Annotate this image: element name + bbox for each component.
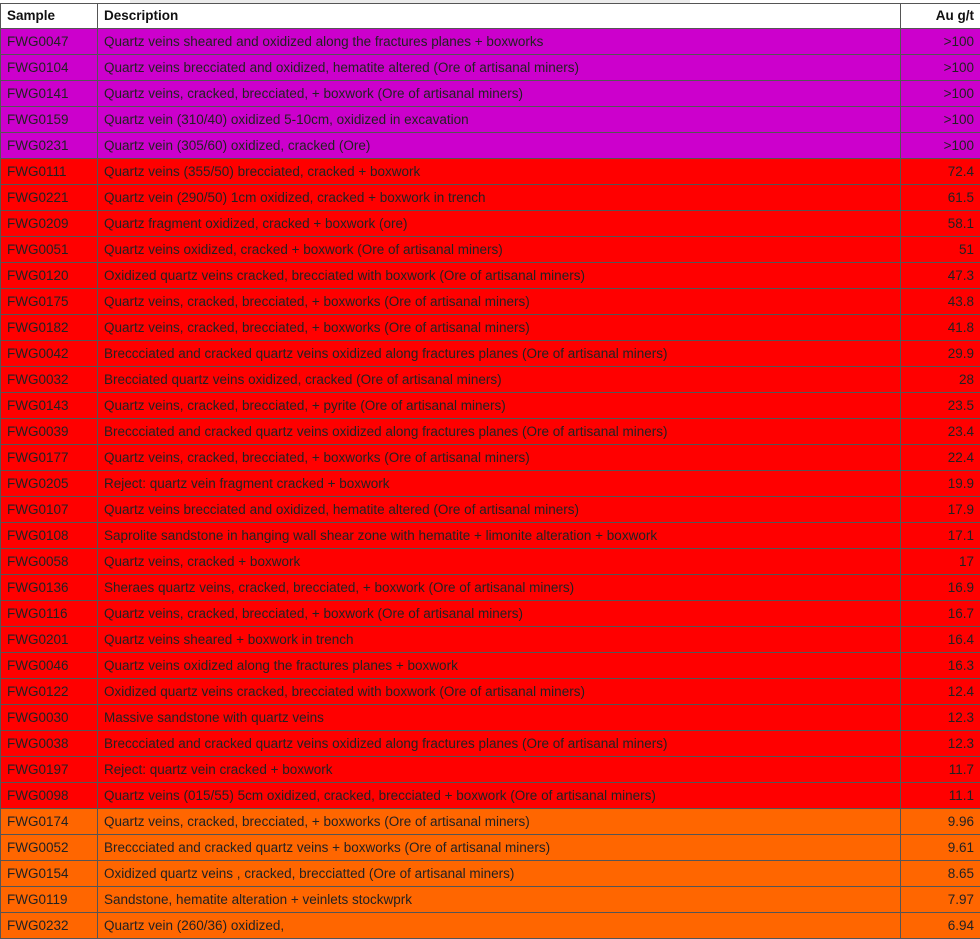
description-cell: Quartz vein (310/40) oxidized 5-10cm, oxidized in excavation <box>98 107 901 133</box>
grade-cell: 17.1 <box>901 523 980 549</box>
description-cell: Quartz veins, cracked, brecciated, + boxworks (Ore of artisanal miners) <box>98 315 901 341</box>
grade-cell: >100 <box>901 29 980 55</box>
grade-cell: 23.5 <box>901 393 980 419</box>
table-row <box>1 211 980 237</box>
description-cell: Quartz veins, cracked, brecciated, + boxworks (Ore of artisanal miners) <box>98 809 901 835</box>
grade-cell: 7.97 <box>901 887 980 913</box>
grade-cell: >100 <box>901 81 980 107</box>
table-row <box>1 497 980 523</box>
description-cell: Quartz veins, cracked, brecciated, + boxwork (Ore of artisanal miners) <box>98 601 901 627</box>
sample-cell: FWG0209 <box>1 211 98 237</box>
description-cell: Oxidized quartz veins cracked, brecciated with boxwork (Ore of artisanal miners) <box>98 679 901 705</box>
table-row <box>1 679 980 705</box>
description-cell: Breccciated and cracked quartz veins + boxworks (Ore of artisanal miners) <box>98 835 901 861</box>
table-row <box>1 185 980 211</box>
table-row <box>1 445 980 471</box>
description-cell: Sheraes quartz veins, cracked, brecciated, + boxwork (Ore of artisanal miners) <box>98 575 901 601</box>
grade-cell: 11.1 <box>901 783 980 809</box>
assay-results-table <box>0 3 980 939</box>
grade-cell: 47.3 <box>901 263 980 289</box>
grade-cell: 17 <box>901 549 980 575</box>
grade-cell: 17.9 <box>901 497 980 523</box>
grade-cell: 12.4 <box>901 679 980 705</box>
table-row <box>1 731 980 757</box>
header-au-grade: Au g/t <box>901 4 980 29</box>
sample-cell: FWG0122 <box>1 679 98 705</box>
table-header <box>1 4 980 29</box>
sample-cell: FWG0120 <box>1 263 98 289</box>
sample-cell: FWG0052 <box>1 835 98 861</box>
sample-cell: FWG0047 <box>1 29 98 55</box>
header-row <box>1 4 980 29</box>
table-row <box>1 653 980 679</box>
sample-cell: FWG0098 <box>1 783 98 809</box>
description-cell: Quartz veins (355/50) brecciated, cracked + boxwork <box>98 159 901 185</box>
description-cell: Quartz veins, cracked, brecciated, + boxworks (Ore of artisanal miners) <box>98 289 901 315</box>
table-row <box>1 107 980 133</box>
grade-cell: 16.3 <box>901 653 980 679</box>
sample-cell: FWG0032 <box>1 367 98 393</box>
sample-cell: FWG0104 <box>1 55 98 81</box>
description-cell: Oxidized quartz veins cracked, brecciated with boxwork (Ore of artisanal miners) <box>98 263 901 289</box>
description-cell: Quartz fragment oxidized, cracked + boxwork (ore) <box>98 211 901 237</box>
grade-cell: 58.1 <box>901 211 980 237</box>
sample-cell: FWG0039 <box>1 419 98 445</box>
description-cell: Saprolite sandstone in hanging wall shear zone with hematite + limonite alteration + boxwork <box>98 523 901 549</box>
grade-cell: 29.9 <box>901 341 980 367</box>
table-row <box>1 55 980 81</box>
grade-cell: 43.8 <box>901 289 980 315</box>
table-row <box>1 367 980 393</box>
table-row <box>1 757 980 783</box>
table-row <box>1 549 980 575</box>
grade-cell: 22.4 <box>901 445 980 471</box>
sample-cell: FWG0231 <box>1 133 98 159</box>
table-row <box>1 237 980 263</box>
description-cell: Quartz veins sheared and oxidized along the fractures planes + boxworks <box>98 29 901 55</box>
description-cell: Quartz veins, cracked, brecciated, + boxworks (Ore of artisanal miners) <box>98 445 901 471</box>
sample-cell: FWG0182 <box>1 315 98 341</box>
sample-cell: FWG0154 <box>1 861 98 887</box>
table-row <box>1 913 980 939</box>
grade-cell: 51 <box>901 237 980 263</box>
description-cell: Breccciated and cracked quartz veins oxidized along fractures planes (Ore of artisanal miners) <box>98 419 901 445</box>
table-row <box>1 835 980 861</box>
table-row <box>1 523 980 549</box>
sample-cell: FWG0111 <box>1 159 98 185</box>
description-cell: Sandstone, hematite alteration + veinlets stockwprk <box>98 887 901 913</box>
sample-cell: FWG0116 <box>1 601 98 627</box>
description-cell: Breccciated and cracked quartz veins oxidized along fractures planes (Ore of artisanal miners) <box>98 731 901 757</box>
table-row <box>1 809 980 835</box>
grade-cell: 12.3 <box>901 705 980 731</box>
table-row <box>1 783 980 809</box>
description-cell: Quartz veins, cracked, brecciated, + boxwork (Ore of artisanal miners) <box>98 81 901 107</box>
header-sample: Sample <box>1 4 98 29</box>
table-body <box>1 29 980 939</box>
sample-cell: FWG0046 <box>1 653 98 679</box>
table-row <box>1 601 980 627</box>
table-row <box>1 419 980 445</box>
table-row <box>1 289 980 315</box>
sample-cell: FWG0051 <box>1 237 98 263</box>
description-cell: Quartz vein (260/36) oxidized, <box>98 913 901 939</box>
table-row <box>1 705 980 731</box>
grade-cell: 9.96 <box>901 809 980 835</box>
grade-cell: 16.9 <box>901 575 980 601</box>
grade-cell: 11.7 <box>901 757 980 783</box>
table-row <box>1 263 980 289</box>
table-row <box>1 887 980 913</box>
description-cell: Quartz vein (290/50) 1cm oxidized, cracked + boxwork in trench <box>98 185 901 211</box>
grade-cell: 9.61 <box>901 835 980 861</box>
description-cell: Breccciated and cracked quartz veins oxidized along fractures planes (Ore of artisanal miners) <box>98 341 901 367</box>
table-row <box>1 315 980 341</box>
sample-cell: FWG0205 <box>1 471 98 497</box>
sample-cell: FWG0058 <box>1 549 98 575</box>
description-cell: Quartz veins oxidized along the fractures planes + boxwork <box>98 653 901 679</box>
sample-cell: FWG0108 <box>1 523 98 549</box>
table-row <box>1 393 980 419</box>
sample-cell: FWG0136 <box>1 575 98 601</box>
description-cell: Quartz veins, cracked, brecciated, + pyrite (Ore of artisanal miners) <box>98 393 901 419</box>
sample-cell: FWG0042 <box>1 341 98 367</box>
table-row <box>1 29 980 55</box>
description-cell: Quartz veins, cracked + boxwork <box>98 549 901 575</box>
grade-cell: >100 <box>901 133 980 159</box>
description-cell: Quartz veins brecciated and oxidized, hematite altered (Ore of artisanal miners) <box>98 55 901 81</box>
description-cell: Brecciated quartz veins oxidized, cracked (Ore of artisanal miners) <box>98 367 901 393</box>
grade-cell: 16.7 <box>901 601 980 627</box>
description-cell: Quartz vein (305/60) oxidized, cracked (Ore) <box>98 133 901 159</box>
grade-cell: 8.65 <box>901 861 980 887</box>
grade-cell: 16.4 <box>901 627 980 653</box>
grade-cell: 61.5 <box>901 185 980 211</box>
description-cell: Quartz veins sheared + boxwork in trench <box>98 627 901 653</box>
sample-cell: FWG0232 <box>1 913 98 939</box>
sample-cell: FWG0038 <box>1 731 98 757</box>
description-cell: Reject: quartz vein cracked + boxwork <box>98 757 901 783</box>
description-cell: Quartz veins brecciated and oxidized, hematite altered (Ore of artisanal miners) <box>98 497 901 523</box>
table-row <box>1 159 980 185</box>
sample-cell: FWG0201 <box>1 627 98 653</box>
description-cell: Massive sandstone with quartz veins <box>98 705 901 731</box>
sample-cell: FWG0107 <box>1 497 98 523</box>
table-row <box>1 861 980 887</box>
description-cell: Oxidized quartz veins , cracked, brecciatted (Ore of artisanal miners) <box>98 861 901 887</box>
sample-cell: FWG0177 <box>1 445 98 471</box>
grade-cell: 72.4 <box>901 159 980 185</box>
sample-cell: FWG0143 <box>1 393 98 419</box>
grade-cell: 12.3 <box>901 731 980 757</box>
grade-cell: 19.9 <box>901 471 980 497</box>
sample-cell: FWG0175 <box>1 289 98 315</box>
table-row <box>1 471 980 497</box>
table-row <box>1 575 980 601</box>
table-row <box>1 341 980 367</box>
table-row <box>1 81 980 107</box>
sample-cell: FWG0141 <box>1 81 98 107</box>
header-description: Description <box>98 4 901 29</box>
sample-cell: FWG0119 <box>1 887 98 913</box>
sample-cell: FWG0221 <box>1 185 98 211</box>
table-row <box>1 133 980 159</box>
sample-cell: FWG0174 <box>1 809 98 835</box>
grade-cell: >100 <box>901 55 980 81</box>
grade-cell: 41.8 <box>901 315 980 341</box>
grade-cell: >100 <box>901 107 980 133</box>
description-cell: Quartz veins oxidized, cracked + boxwork (Ore of artisanal miners) <box>98 237 901 263</box>
description-cell: Reject: quartz vein fragment cracked + boxwork <box>98 471 901 497</box>
sample-cell: FWG0159 <box>1 107 98 133</box>
sample-cell: FWG0030 <box>1 705 98 731</box>
grade-cell: 6.94 <box>901 913 980 939</box>
sample-cell: FWG0197 <box>1 757 98 783</box>
description-cell: Quartz veins (015/55) 5cm oxidized, cracked, brecciated + boxwork (Ore of artisanal miners) <box>98 783 901 809</box>
table-row <box>1 627 980 653</box>
grade-cell: 23.4 <box>901 419 980 445</box>
grade-cell: 28 <box>901 367 980 393</box>
